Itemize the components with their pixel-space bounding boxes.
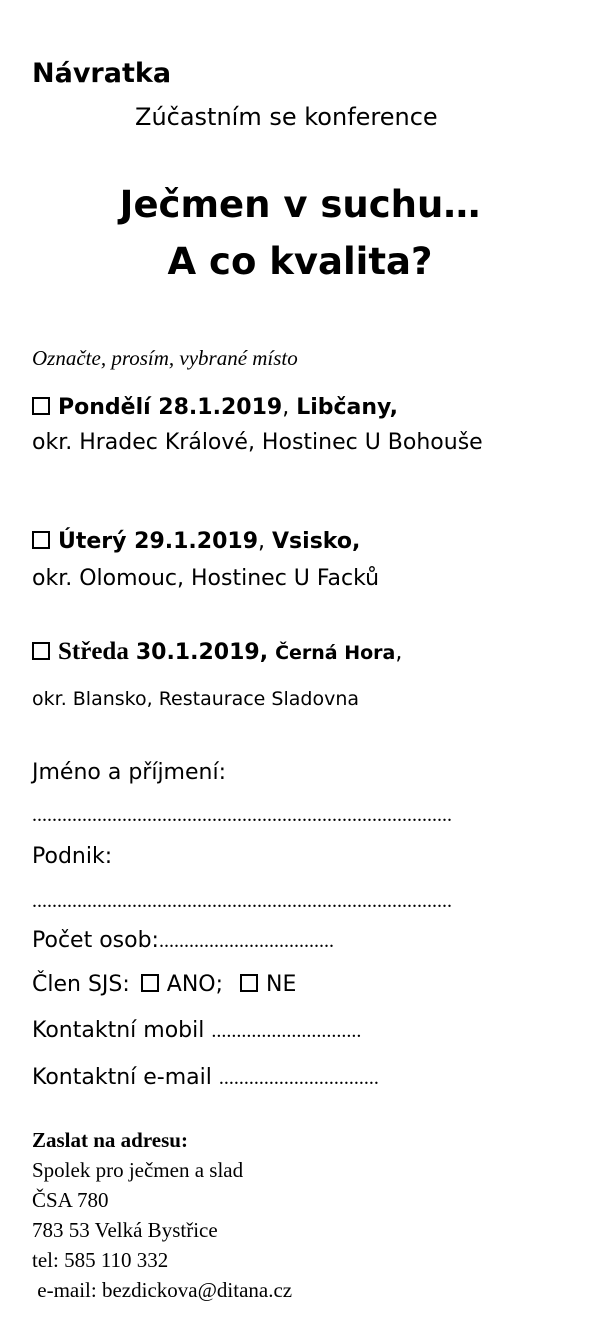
address-heading: Zaslat na adresu: [32,1128,188,1152]
member-no-label: NE [266,972,297,997]
name-label: Jméno a příjmení: [32,760,226,785]
conference-title-line2: A co kvalita? [167,240,433,283]
member-row [32,972,296,997]
venue-3-comma: , [395,640,403,665]
mobile-field[interactable]: .............................. [211,1020,362,1042]
member-yes-label: ANO; [166,972,224,997]
venue-1-checkbox[interactable] [32,397,50,415]
form-subtitle: Zúčastním se konference [135,103,438,131]
address-line-2: ČSA 780 [32,1188,109,1212]
persons-field[interactable]: ................................... [158,930,334,952]
mobile-label: Kontaktní mobil [32,1018,205,1043]
venue-1-day-date: Pondělí 28.1.2019 [58,395,283,420]
venue-option-2[interactable] [32,529,360,554]
venue-2-detail: okr. Olomouc, Hostinec U Facků [32,566,380,591]
address-line-1: Spolek pro ječmen a slad [32,1158,244,1182]
member-label: Člen SJS: [32,972,130,997]
member-yes-checkbox[interactable] [141,974,159,992]
venue-option-3[interactable] [32,638,402,666]
conference-title-line1: Ječmen v suchu… [119,183,481,226]
venue-3-date: 30.1.2019, [135,640,269,665]
venue-2-checkbox[interactable] [32,531,50,549]
member-no-checkbox[interactable] [240,974,258,992]
name-field[interactable]: .................................................................................... [32,804,452,826]
venue-2-comma: , [258,529,266,554]
venue-3-day: Středa [58,638,129,665]
email-row [32,1065,379,1090]
venue-2-day-date: Úterý 29.1.2019 [58,529,259,554]
venue-3-town: Černá Hora [275,642,396,664]
company-field[interactable]: .................................................................................... [32,890,452,912]
address-line-3: 783 53 Velká Bystřice [32,1218,218,1242]
venue-1-town: Libčany, [296,395,399,420]
address-phone: tel: 585 110 332 [32,1248,169,1272]
email-label: Kontaktní e-mail [32,1065,212,1090]
company-label: Podnik: [32,844,113,869]
venue-3-checkbox[interactable] [32,642,50,660]
address-email[interactable]: e-mail: bezdickova@ditana.cz [32,1278,293,1302]
venue-2-town: Vsisko, [272,529,361,554]
form-title: Návratka [32,58,172,89]
persons-row [32,928,334,953]
instruction-text: Označte, prosím, vybrané místo [32,346,298,370]
email-field[interactable]: ................................ [218,1067,379,1089]
mobile-row [32,1018,361,1043]
venue-3-detail: okr. Blansko, Restaurace Sladovna [32,688,359,710]
persons-label: Počet osob: [32,928,159,953]
venue-option-1[interactable] [32,395,398,420]
venue-1-comma: , [282,395,290,420]
venue-1-detail: okr. Hradec Králové, Hostinec U Bohouše [32,430,483,455]
